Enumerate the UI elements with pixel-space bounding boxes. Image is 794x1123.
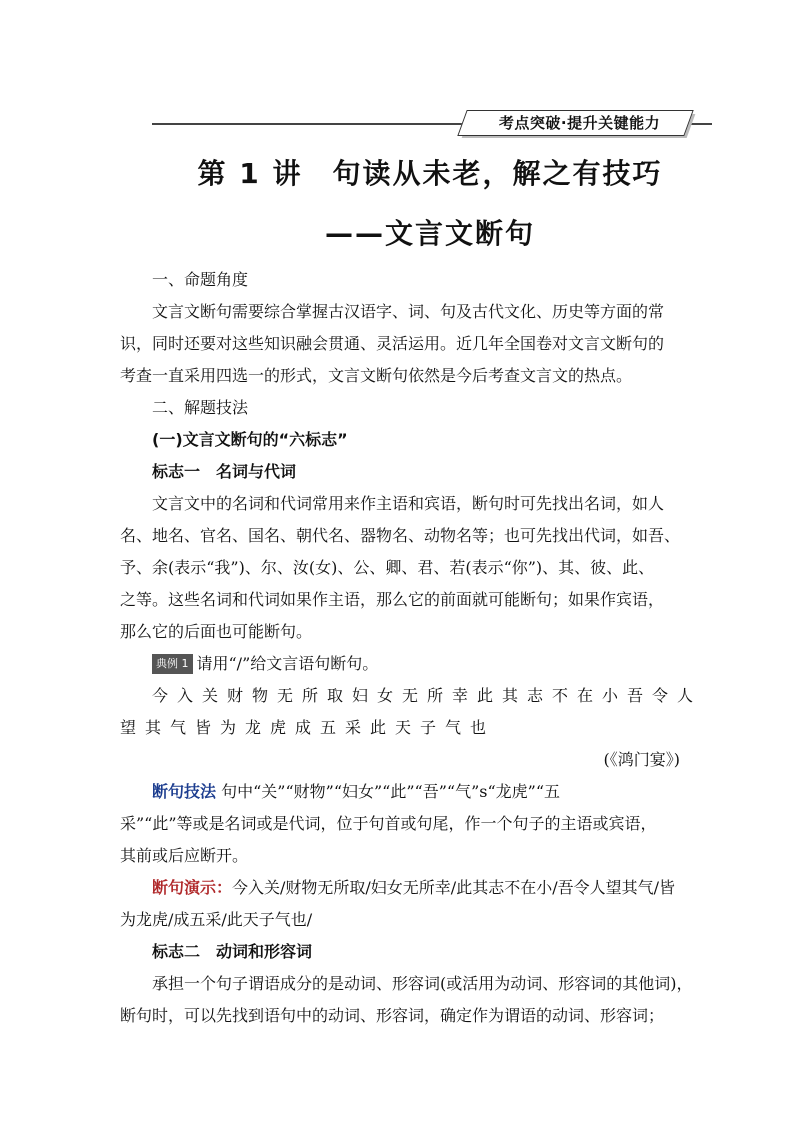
paragraph-line: 文言文断句需要综合掌握古汉语字、词、句及古代文化、历史等方面的常: [152, 302, 665, 321]
section-banner: [152, 110, 712, 136]
tip-text: 句中“关”“财物”“妇女”“此”“吾”“气”s“龙虎”“五: [216, 782, 561, 801]
demo-label: 断句演示：: [152, 878, 233, 897]
paragraph-line: 予、余(表示“我”)、尔、汝(女)、公、卿、君、若(表示“你”)、其、彼、此、: [120, 558, 655, 577]
example-tag: 典例 1: [152, 654, 193, 674]
paragraph-line: 文言文中的名词和代词常用来作主语和宾语，断句时可先找出名词，如人: [152, 494, 665, 513]
demo-text: 今入关/财物无所取/妇女无所幸/此其志不在小/吾令人望其气/皆: [232, 878, 675, 897]
section-heading-1: 一、命题角度: [152, 270, 249, 289]
section-heading-2: 二、解题技法: [152, 398, 249, 417]
subsection-heading: (一)文言文断句的“六标志”: [152, 430, 348, 449]
paragraph-line: 名、地名、官名、国名、朝代名、器物名、动物名等；也可先找出代词，如吾、: [120, 526, 681, 545]
tip-line: [120, 782, 680, 802]
lecture-subtitle: ——文言文断句: [324, 217, 535, 250]
example-text-line: 望其气皆为龙虎成五采此天子气也: [120, 718, 496, 737]
paragraph-line: 之等。这些名词和代词如果作主语，那么它的前面就可能断句；如果作宾语，: [120, 590, 665, 609]
tip-label: 断句技法: [152, 782, 217, 801]
banner-text: 考点突破·提升关键能力: [498, 114, 661, 132]
lecture-title: 第 1 讲 句读从未老，解之有技巧: [197, 157, 663, 190]
example-prompt-line: [120, 654, 680, 674]
example-text-line: 今入关财物无所取妇女无所幸此其志不在小吾令人: [152, 686, 703, 705]
tip-line: 其前或后应断开。: [120, 846, 249, 865]
demo-line: 为龙虎/成五采/此天子气也/: [120, 910, 313, 929]
example-prompt: 请用“/”给文言语句断句。: [196, 654, 379, 673]
tip-line: 采”“此”等或是名词或是代词，位于句首或句尾，作一个句子的主语或宾语，: [120, 814, 657, 833]
paragraph-line: 识，同时还要对这些知识融会贯通、灵活运用。近几年全国卷对文言文断句的: [120, 334, 665, 353]
paragraph-line: 承担一个句子谓语成分的是动词、形容词(或活用为动词、形容词的其他词)，: [152, 974, 693, 993]
paragraph-line: 那么它的后面也可能断句。: [120, 622, 313, 641]
example-source: (《鸿门宴》): [603, 750, 680, 769]
mark-heading-1: 标志一 名词与代词: [152, 462, 297, 481]
mark-heading-2: 标志二 动词和形容词: [152, 942, 313, 961]
paragraph-line: 考查一直采用四选一的形式，文言文断句依然是今后考查文言文的热点。: [120, 366, 633, 385]
demo-line: [120, 878, 680, 898]
paragraph-line: 断句时，可以先找到语句中的动词、形容词，确定作为谓语的动词、形容词；: [120, 1006, 665, 1025]
